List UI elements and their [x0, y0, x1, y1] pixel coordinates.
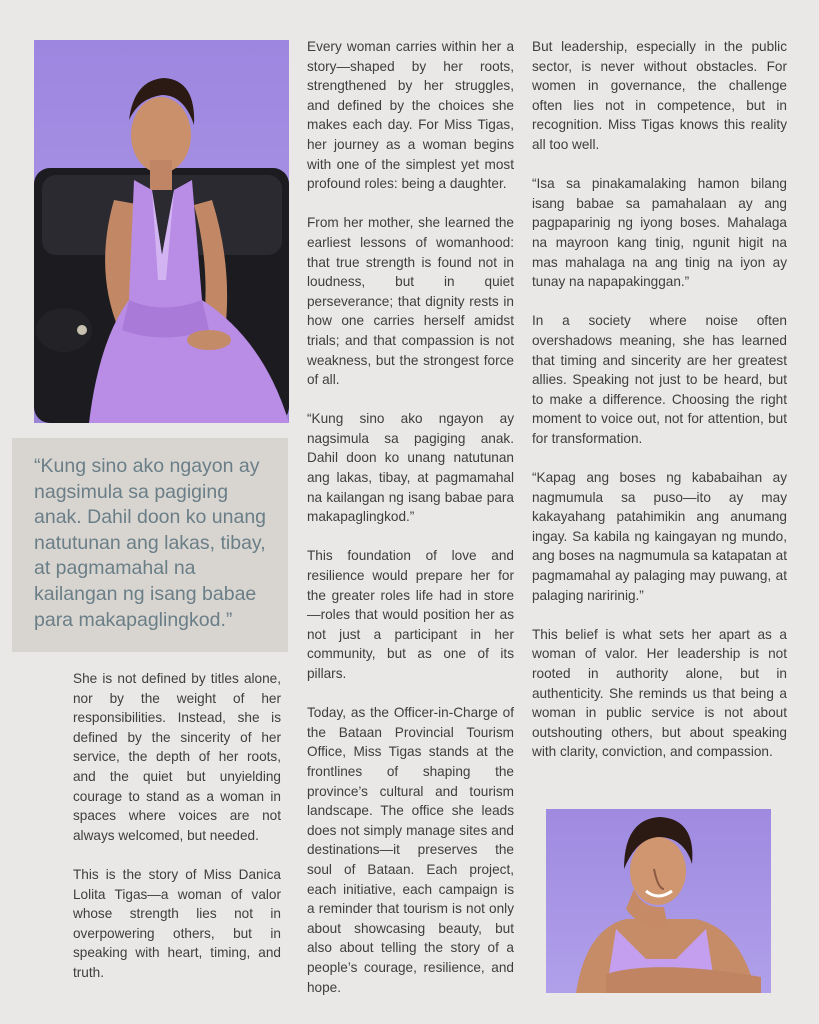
article-column-left — [73, 669, 281, 1002]
quote-paragraph: “Isa sa pinakamalaking hamon bilang isang babae sa pamahalaan ay ang pagpaparinig ng iyong boses. Mahalaga na mayroon kang tinig, ngunit higit na mas mahalaga na ang tinig na iyon ay tunay na napapakinggan.” — [532, 176, 787, 290]
portrait-photo-smiling — [546, 809, 771, 993]
pull-quote-box — [12, 438, 288, 652]
paragraph: In a society where noise often overshadows meaning, she has learned that timing and sincerity are her greatest allies. Speaking not just to be heard, but to make a difference. Choosing the right moment to voice out, not for attention, but for transformation. — [532, 313, 787, 446]
paragraph: She is not defined by titles alone, nor by the weight of her responsibilities. Instead, she is defined by the sincerity of her service, the depth of her roots, and the quiet but unyielding courage to stand as a woman in spaces where voices are not always welcomed, but needed. — [73, 671, 281, 843]
quote-paragraph: “Kung sino ako ngayon ay nagsimula sa pagiging anak. Dahil doon ko unang natutunan ang lakas, tibay, at pagmamahal na kailangan ng isang babae para makapaglingkod.” — [307, 411, 514, 525]
article-column-middle — [307, 37, 514, 1017]
pull-quote-text: “Kung sino ako ngayon ay nagsimula sa pagiging anak. Dahil doon ko unang natutunan ang lakas, tibay, at pagmamahal na kailangan ng isang babae para makapaglingkod.” — [34, 455, 267, 631]
article-column-right — [532, 37, 787, 782]
paragraph: Today, as the Officer-in-Charge of the Bataan Provincial Tourism Office, Miss Tigas stands at the frontlines of shaping the province’s cultural and tourism landscape. The office she leads does not simply manage sites and destinations—it preserves the soul of Bataan. Each project, each initiative, each campaign is a reminder that tourism is not only about showcasing beauty, but also about telling the story of a people’s courage, resilience, and hope. — [307, 705, 514, 995]
paragraph: This foundation of love and resilience would prepare her for the greater roles life had in store—roles that would position her as not just a participant in her community, but as one of its pillars. — [307, 548, 514, 681]
paragraph: This is the story of Miss Danica Lolita Tigas—a woman of valor whose strength lies not in overpowering others, but in speaking with heart, timing, and truth. — [73, 866, 281, 980]
paragraph: Every woman carries within her a story—shaped by her roots, strengthened by her struggles, and defined by the choices she makes each day. For Miss Tigas, her journey as a woman begins with one of the simplest yet most profound roles: being a daughter. — [307, 39, 514, 192]
quote-paragraph: “Kapag ang boses ng kababaihan ay nagmumula sa puso—ito ay may kakayahang patahimikin ang anumang ingay. Sa kabila ng kaingayan ng mundo, ang boses na nagmumula sa katapatan at pagmamahal ay palaging may puwang, at palaging naririnig.” — [532, 470, 787, 603]
paragraph: But leadership, especially in the public sector, is never without obstacles. For women in governance, the challenge often lies not in competence, but in recognition. Miss Tigas knows this reality all too well. — [532, 39, 787, 152]
paragraph: This belief is what sets her apart as a woman of valor. Her leadership is not rooted in authority alone, but in authenticity. She reminds us that being a woman in public service is not about outshouting others, but about speaking with clarity, conviction, and compassion. — [532, 626, 787, 760]
paragraph: From her mother, she learned the earliest lessons of womanhood: that true strength is found not in loudness, but in quiet perseverance; that dignity rests in how one carries herself amidst trials; and that compassion is not weakness, but the strongest force of all. — [307, 215, 514, 388]
portrait-photo-seated — [34, 40, 289, 423]
